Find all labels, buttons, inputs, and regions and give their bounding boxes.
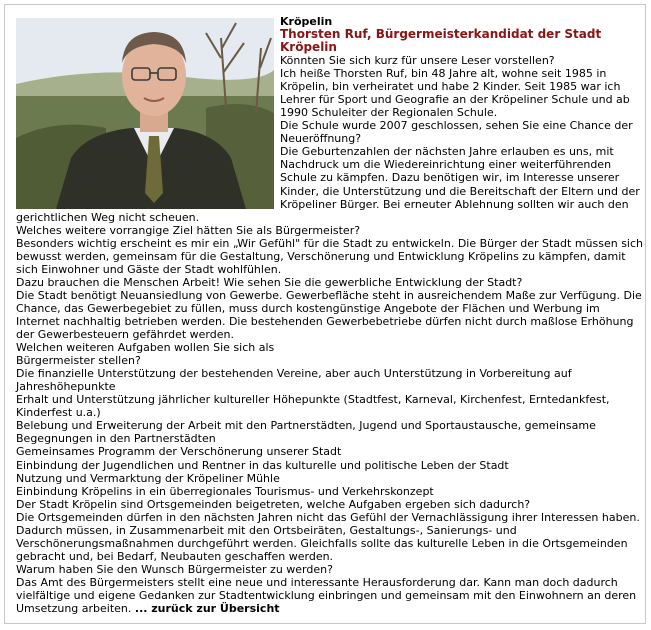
interview-answer: Die Geburtenzahlen der nächsten Jahre erlauben es uns, mit Nachdruck um die Wiedereinrichtung einer weiterführenden Schule zu kämpfen. Dazu benötigen wir, im Interesse unserer Kinder, die Unterstützung und die Bereitschaft der Eltern und der Kröpeliner Bürger. Bei erneuter Ablehnung sollten wir auch den gerichtlichen Weg nicht scheuen. (16, 145, 640, 224)
interview-answer: Besonders wichtig erscheint es mir ein „Wir Gefühl" für die Stadt zu entwickeln. Die Bürger der Stadt müssen sich bewusst werden, gemeinsam für die Gestaltung, Verschönerung und Entwicklung Kröpelins zu kämpfen, damit sich Einwohner und Gäste der Stadt wohlfühlen. (16, 236, 644, 276)
interview-answer: Dazu brauchen die Menschen Arbeit! Wie sehen Sie die gewerbliche Entwicklung der Stadt? (16, 275, 523, 289)
interview-answer: Nutzung und Vermarktung der Kröpeliner Mühle (16, 471, 280, 485)
interview-answer: Die finanzielle Unterstützung der bestehenden Vereine, aber auch Unterstützung in Vorbereitung auf Jahreshöhepunkte (16, 367, 572, 394)
article-headline: Thorsten Ruf, Bürgermeisterkandidat der Stadt Kröpelin (280, 27, 602, 55)
interview-answer: Die Stadt benötigt Neuansiedlung von Gewerbe. Gewerbefläche steht in ausreichendem Maße zur Verfügung. Die Chance, das Gewerbegebiet zu füllen, muss durch kostengünstige Angebote der Flächen und Werbung im Internet nachhaltig betrieben werden. Die bestehenden Gewerbebetriebe dürfen nicht durch maßlose Erhöhung der Gewerbesteuern gefährdet werden. (16, 288, 642, 342)
interview-question: Bürgermeister stellen? (16, 354, 141, 368)
interview-question: Könnten Sie sich kurz für unsere Leser vorstellen? (280, 54, 555, 68)
interview-answer: Einbindung der Jugendlichen und Rentner in das kulturelle und politische Leben der Stadt (16, 458, 509, 472)
interview-answer: Belebung und Erweiterung der Arbeit mit den Partnerstädten, Jugend und Sportaustausche, gemeinsame Begegnungen in den Partnerstädten (16, 419, 596, 446)
interview-question: Welchen weiteren Aufgaben wollen Sie sich als (16, 341, 275, 355)
portrait-photo (16, 18, 274, 209)
interview-answer: Die Ortsgemeinden dürfen in den nächsten Jahren nicht das Gefühl der Vernachlässigung ihrer Interessen haben. (16, 510, 640, 524)
interview-answer: Gemeinsames Programm der Verschönerung unserer Stadt (16, 445, 342, 459)
interview-answer: Erhalt und Unterstützung jährlicher kultureller Höhepunkte (Stadtfest, Karneval, Kirchenfest, Erntedankfest, Kinderfest u.a.) (16, 393, 610, 420)
interview-question: Warum haben Sie den Wunsch Bürgermeister zu werden? (16, 562, 333, 576)
back-to-overview-link[interactable]: ... zurück zur Übersicht (134, 602, 280, 616)
interview-answer: Ich heiße Thorsten Ruf, bin 48 Jahre alt, wohne seit 1985 in Kröpelin, bin verheiratet und habe 2 Kinder. Seit 1985 war ich Lehrer für Sport und Geografie an der Kröpeliner Schule und ab 1990 Schuleiter der Regionalen Schule. (280, 67, 630, 120)
interview-question: Welches weitere vorrangige Ziel hätten Sie als Bürgermeister? (16, 223, 361, 237)
interview-answer: Dadurch müssen, in Zusammenarbeit mit den Ortsbeiräten, Gestaltungs-, Sanierungs- und Verschönerungsmaßnahmen durchgeführt werden. Gleichfalls sollte das kulturelle Leben in die Ortsgemeinden gebracht und, bei Bedarf, Neubauten geschaffen werden. (16, 523, 628, 563)
article-frame (4, 4, 646, 624)
article-content (16, 15, 644, 615)
interview-question: Die Schule wurde 2007 geschlossen, sehen Sie eine Chance der Neueröffnung? (280, 119, 633, 146)
interview-question: Der Stadt Kröpelin sind Ortsgemeinden beigetreten, welche Aufgaben ergeben sich dadurch? (16, 497, 531, 511)
article-kicker: Kröpelin (280, 15, 333, 28)
final-answer: Das Amt des Bürgermeisters stellt eine neue und interessante Herausforderung dar. Kann man doch dadurch vielfältige und eigene Gedanken zur Stadtentwicklung einbringen und gemeinsam mit den Einwohnern an deren Umsetzung arbeiten. ... zurück zur Übersicht (16, 575, 637, 616)
portrait-photo-icon (16, 18, 274, 209)
interview-answer: Einbindung Kröpelins in ein überregionales Tourismus- und Verkehrskonzept (16, 484, 434, 498)
